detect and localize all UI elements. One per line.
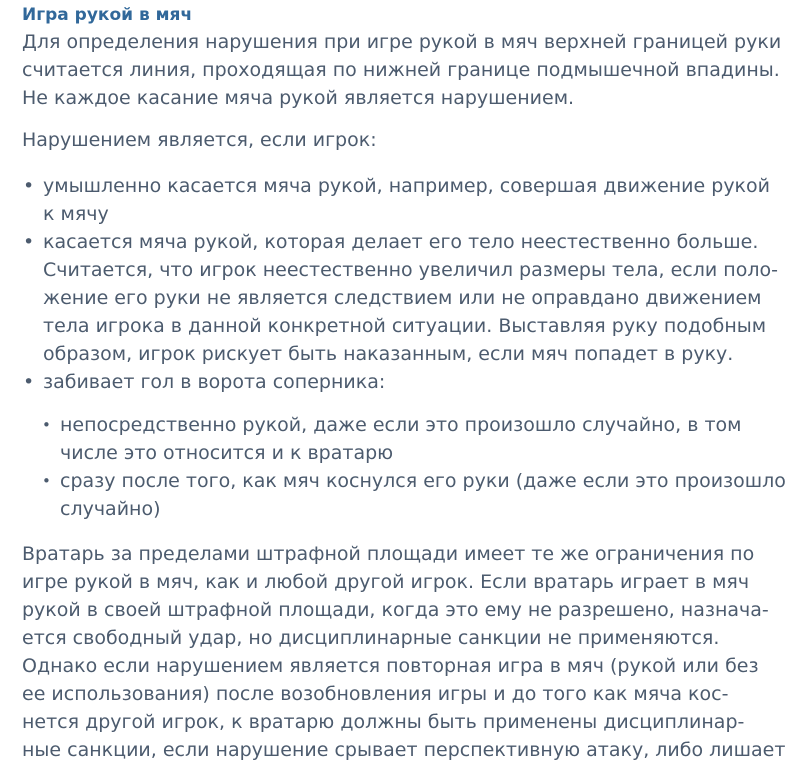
text-line: умышленно касается мяча рукой, например, совершая движение рукой [43,175,771,197]
sub-bullet-text [60,467,786,523]
text-line: Вратарь за пределами штрафной площади имеет те же ограничения по [22,543,755,565]
bullet-text [43,172,770,228]
bullet-marker: • [23,175,35,197]
text-line: рукой в своей штрафной площади, когда это ему не разрешено, назнача- [22,599,769,621]
sub-bullet-marker: • [42,416,51,434]
text-line: числе это относится и к вратарю [60,442,394,464]
text-line: жение его руки не является следствием или не оправдано движением [43,287,762,309]
sub-bullet-text [60,411,742,467]
sub-bullet-marker: • [42,472,51,490]
violation-intro-paragraph [22,126,377,154]
section-heading: Игра рукой в мяч [22,5,193,25]
text-line: Нарушением является, если игрок: [22,129,377,151]
intro-paragraph [22,28,781,112]
bullet-marker: • [23,371,35,393]
text-line: считается линия, проходящая по нижней границе подмышечной впадины. [22,59,780,81]
text-line: игре рукой в мяч, как и любой другой игрок. Если вратарь играет в мяч [22,571,750,593]
text-line: ее использования) после возобновления игры и до того как мяча кос- [22,683,729,705]
text-line: образом, игрок рискует быть наказанным, если мяч попадет в руку. [43,343,734,365]
goalkeeper-paragraph [22,540,785,764]
text-line: тела игрока в данной конкретной ситуации. Выставляя руку подобным [43,315,767,337]
text-line: касается мяча рукой, которая делает его тело неестественно больше. [43,231,759,253]
text-line: ные санкции, если нарушение срывает перспективную атаку, либо лишает [22,739,786,761]
text-line: Однако если нарушением является повторная игра в мяч (рукой или без [22,655,759,677]
bullet-text [43,228,778,368]
text-line: сразу после того, как мяч коснулся его руки (даже если это произошло [60,470,786,492]
bullet-text [43,368,385,396]
text-line: Для определения нарушения при игре рукой в мяч верхней границей руки [22,31,782,53]
text-line: забивает гол в ворота соперника: [43,371,386,393]
text-line: случайно) [60,498,161,520]
text-line: к мячу [43,203,109,225]
text-line: ется свободный удар, но дисциплинарные санкции не применяются. [22,627,720,649]
text-line: непосредственно рукой, даже если это произошло случайно, в том [60,414,742,436]
bullet-marker: • [23,231,35,253]
text-line: Считается, что игрок неестественно увеличил размеры тела, если поло- [43,259,778,281]
text-line: нется другой игрок, к вратарю должны быть применены дисциплинар- [22,711,745,733]
text-line: Не каждое касание мяча рукой является нарушением. [22,87,575,109]
